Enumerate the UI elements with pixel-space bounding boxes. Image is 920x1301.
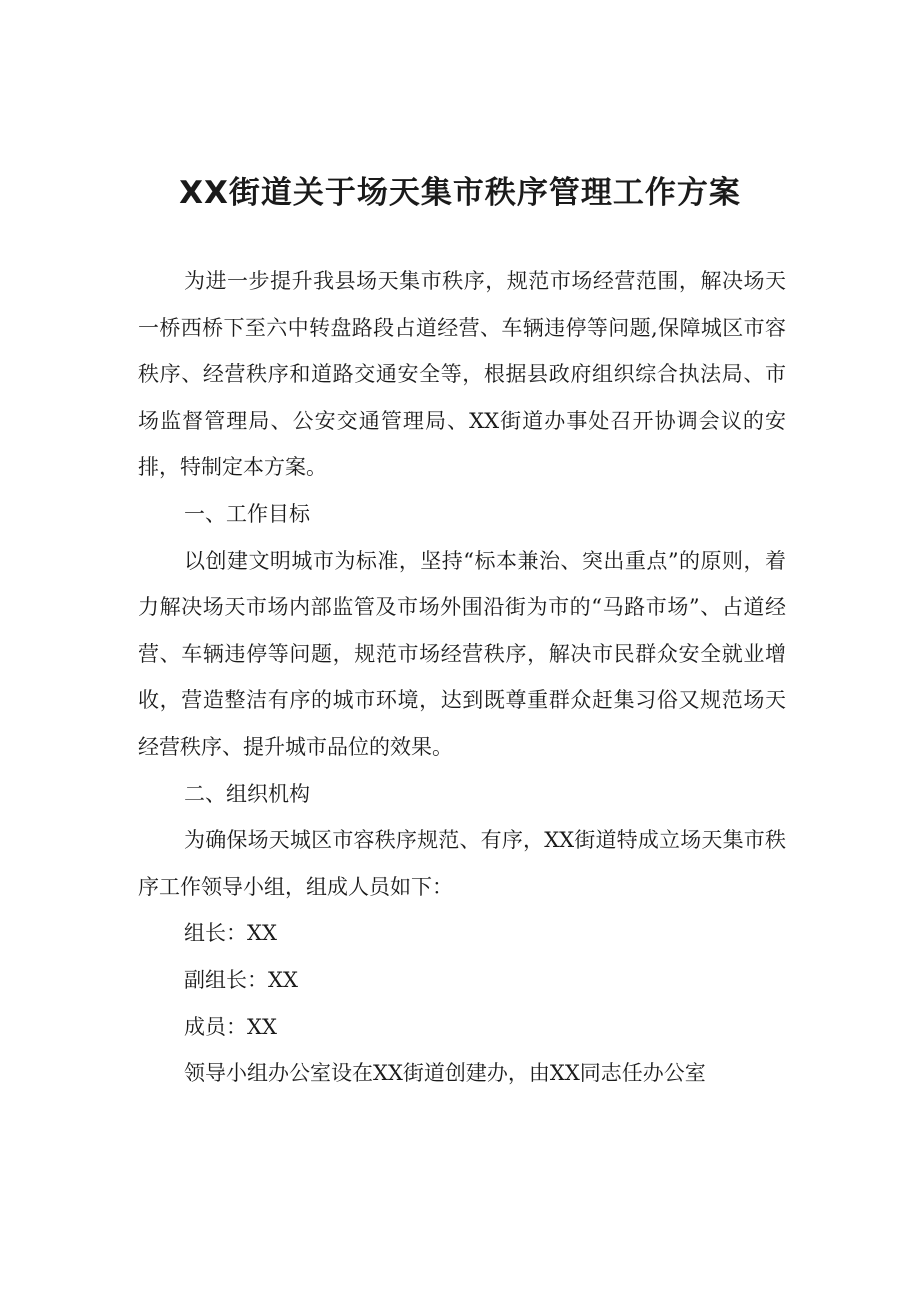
section-heading-goals: 一、工作目标: [184, 501, 310, 526]
document-title: XX街道关于场天集市秩序管理工作方案: [179, 175, 741, 211]
office-paragraph: 领导小组办公室设在XX街道创建办，由XX同志任办公室: [184, 1061, 706, 1086]
organization-paragraph: 为确保场天城区市容秩序规范、有序，XX街道特成立场天集市秩序工作领导小组，组成人员如下：: [138, 828, 786, 899]
document-body: [138, 258, 786, 1097]
intro-paragraph: 为进一步提升我县场天集市秩序，规范市场经营范围，解决场天一桥西桥下至六中转盘路段占道经营、车辆违停等问题,保障城区市容秩序、经营秩序和道路交通安全等，根据县政府组织综合执法局、市场监督管理局、公安交通管理局、XX街道办事处召开协调会议的安排，特制定本方案。: [138, 269, 786, 480]
member-members: 成员：XX: [184, 1014, 277, 1039]
section-heading-organization: 二、组织机构: [184, 781, 310, 806]
member-deputy-leader: 副组长：XX: [184, 967, 298, 992]
goals-paragraph: 以创建文明城市为标准，坚持“标本兼治、突出重点”的原则，着力解决场天市场内部监管及市场外围沿街为市的“马路市场”、占道经营、车辆违停等问题，规范市场经营秩序，解决市民群众安全就业增收，营造整洁有序的城市环境，达到既尊重群众赶集习俗又规范场天经营秩序、提升城市品位的效果。: [138, 548, 786, 759]
member-leader: 组长：XX: [184, 921, 277, 946]
